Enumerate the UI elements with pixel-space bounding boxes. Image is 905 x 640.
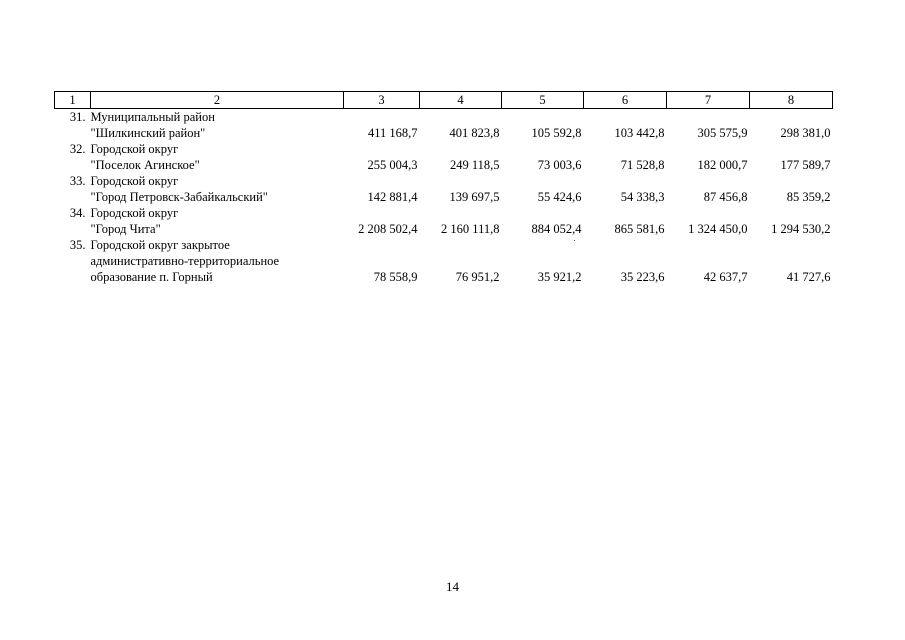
row-name-line: образование п. Горный [90,270,213,284]
value-col-5: 884 052,4 [531,222,582,236]
value-col-7: 182 000,7 [697,158,748,172]
row-index: 35. [69,238,86,252]
row-name-line: Муниципальный район [90,110,215,124]
row-name-line: "Город Петровск-Забайкальский" [90,190,268,204]
row-name [91,205,344,237]
value-col-5: 35 921,2 [537,270,582,284]
header-col-3: 3 [344,92,420,109]
value-col-7: 305 575,9 [697,126,748,140]
row-name-line: Городской округ закрытое [90,238,230,252]
value-col-8: 41 727,6 [786,270,831,284]
value-col-4: 76 951,2 [455,270,500,284]
table-header [55,92,833,109]
value-col-5: 105 592,8 [531,126,582,140]
row-index: 32. [69,142,86,156]
header-col-6: 6 [584,92,667,109]
value-col-8: 177 589,7 [780,158,831,172]
row-name-line: административно-территориальное [90,254,280,268]
header-col-2: 2 [91,92,344,109]
value-col-4: 249 118,5 [449,158,500,172]
value-col-3: 2 208 502,4 [358,222,418,236]
row-name-line: "Шилкинский район" [90,126,206,140]
table-row [55,109,833,142]
value-col-6: 54 338,3 [620,190,665,204]
value-col-3: 411 168,7 [367,126,418,140]
value-col-6: 71 528,8 [620,158,665,172]
page-number: 14 [446,579,459,594]
row-name [91,173,344,205]
value-col-7: 87 456,8 [703,190,748,204]
value-col-8: 298 381,0 [780,126,831,140]
value-col-6: 35 223,6 [620,270,665,284]
row-name-line: Городской округ [90,174,179,188]
value-col-3: 142 881,4 [367,190,418,204]
row-name-line: Городской округ [90,206,179,220]
value-col-6: 865 581,6 [614,222,665,236]
header-col-8: 8 [750,92,833,109]
scan-speck [574,240,575,241]
header-col-4: 4 [420,92,502,109]
row-name [91,237,344,285]
row-index: 34. [69,206,86,220]
table-row [55,237,833,285]
row-name [91,109,344,142]
table-row [55,173,833,205]
row-name-line: Городской округ [90,142,179,156]
row-index: 31. [69,110,86,124]
table-body [55,109,833,286]
header-row [55,92,833,109]
row-index: 33. [69,174,86,188]
value-col-5: 73 003,6 [537,158,582,172]
row-name [91,141,344,173]
budget-table [54,91,833,285]
value-col-3: 78 558,9 [373,270,418,284]
header-col-5: 5 [502,92,584,109]
value-col-4: 401 823,8 [449,126,500,140]
value-col-3: 255 004,3 [367,158,418,172]
value-col-7: 42 637,7 [703,270,748,284]
value-col-6: 103 442,8 [614,126,665,140]
value-col-4: 139 697,5 [449,190,500,204]
value-col-5: 55 424,6 [537,190,582,204]
table-row [55,141,833,173]
value-col-7: 1 324 450,0 [688,222,748,236]
table-row [55,205,833,237]
value-col-8: 1 294 530,2 [771,222,831,236]
value-col-4: 2 160 111,8 [441,222,500,236]
header-col-1: 1 [55,92,91,109]
header-col-7: 7 [667,92,750,109]
row-name-line: "Город Чита" [90,222,161,236]
row-name-line: "Поселок Агинское" [90,158,200,172]
value-col-8: 85 359,2 [786,190,831,204]
